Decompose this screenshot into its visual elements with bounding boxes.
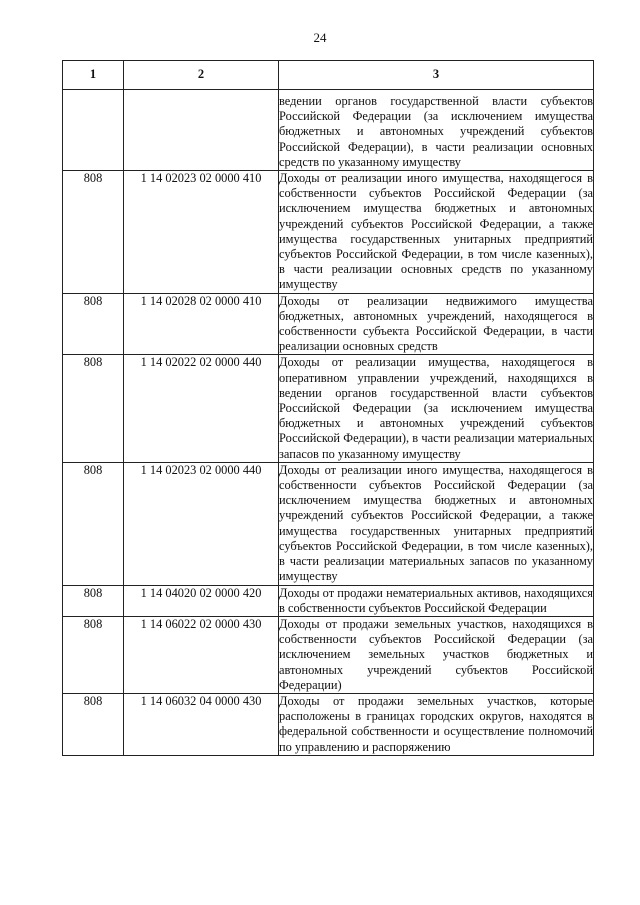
- table-row: [63, 171, 594, 294]
- page-number: 24: [313, 30, 327, 45]
- revenue-description: Доходы от продажи нематериальных активов, находящихся в собственности субъектов Российской Федерации: [279, 585, 593, 615]
- revenue-description: Доходы от реализации недвижимого имущества бюджетных, автономных учреждений, находящегося в собственности субъекта Российской Федерации, в части реализации основных средств: [279, 293, 593, 354]
- empty-cell: [63, 90, 124, 171]
- table-row: [63, 462, 594, 585]
- table-row: [63, 293, 594, 355]
- revenue-codes-table: [62, 60, 594, 756]
- revenue-code: 1 14 02023 02 0000 410: [124, 171, 279, 294]
- revenue-description: Доходы от реализации иного имущества, находящегося в собственности субъектов Российской Федерации (за исключением имущества бюджетных и автономных учреждений субъектов Российской Федерации, а также имущества государственных унитарных предприятий субъектов Российской Федерации, в том числе казенных), в части реализации основных средств по указанному имуществу: [279, 171, 593, 292]
- header-col-1: 1: [63, 61, 124, 90]
- revenue-code: 1 14 06032 04 0000 430: [124, 693, 279, 755]
- empty-cell: [124, 90, 279, 171]
- revenue-code: 1 14 02022 02 0000 440: [124, 355, 279, 462]
- admin-code: 808: [63, 585, 124, 616]
- table-row: [63, 585, 594, 616]
- revenue-description: Доходы от продажи земельных участков, которые расположены в границах городских округов, находятся в федеральной собственности и осуществление полномочий по управлению и распоряжению: [279, 693, 593, 754]
- revenue-code: 1 14 04020 02 0000 420: [124, 585, 279, 616]
- admin-code: 808: [63, 293, 124, 355]
- table-row-continuation: [63, 90, 594, 171]
- revenue-description: Доходы от продажи земельных участков, находящихся в собственности субъектов Российской Федерации (за исключением земельных участков бюджетных и автономных учреждений субъектов Российской Федерации): [279, 616, 593, 692]
- admin-code: 808: [63, 171, 124, 294]
- continuation-text: ведении органов государственной власти субъектов Российской Федерации (за исключением имущества бюджетных и автономных учреждений субъектов Российской Федерации), в части реализации основных средств по указанному имуществу: [279, 90, 594, 171]
- table-row: [63, 616, 594, 693]
- header-col-3: 3: [279, 61, 594, 90]
- table-header-row: [63, 61, 594, 90]
- revenue-description: Доходы от реализации имущества, находящегося в оперативном управлении учреждений, находящихся в ведении органов государственной власти субъектов Российской Федерации (за исключением имущества бюджетных и автономных учреждений субъектов Российской Федерации), в части реализации материальных запасов по указанному имуществу: [279, 355, 593, 461]
- revenue-code: 1 14 02023 02 0000 440: [124, 462, 279, 585]
- header-col-2: 2: [124, 61, 279, 90]
- revenue-description: Доходы от реализации иного имущества, находящегося в собственности субъектов Российской Федерации (за исключением имущества бюджетных и автономных учреждений субъектов Российской Федерации, а также имущества государственных унитарных предприятий субъектов Российской Федерации, в том числе казенных), в части реализации материальных запасов по указанному имуществу: [279, 462, 593, 584]
- admin-code: 808: [63, 462, 124, 585]
- admin-code: 808: [63, 355, 124, 462]
- table-row: [63, 693, 594, 755]
- revenue-code: 1 14 02028 02 0000 410: [124, 293, 279, 355]
- admin-code: 808: [63, 616, 124, 693]
- revenue-code: 1 14 06022 02 0000 430: [124, 616, 279, 693]
- admin-code: 808: [63, 693, 124, 755]
- table-row: [63, 355, 594, 462]
